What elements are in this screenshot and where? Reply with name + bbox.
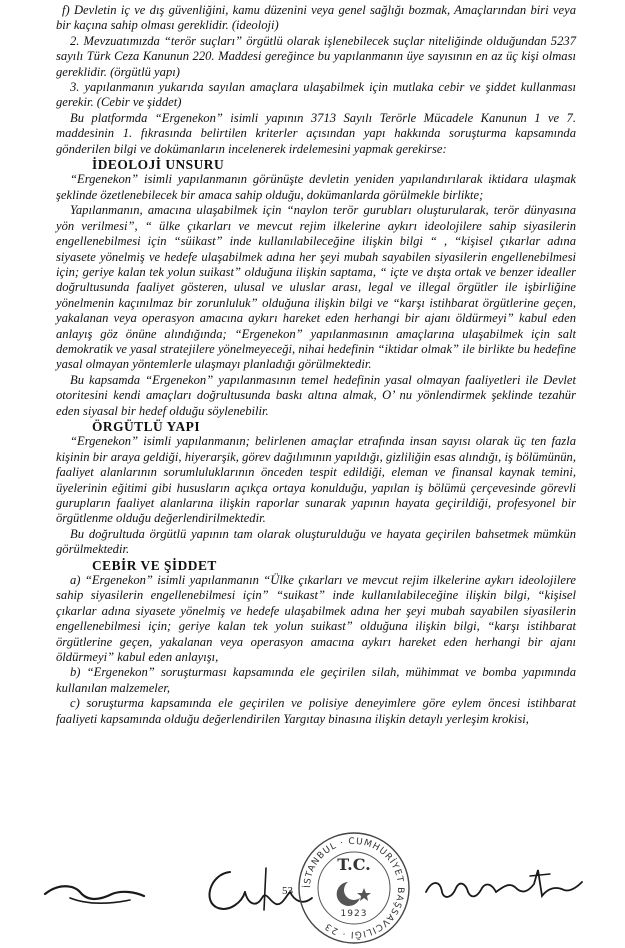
page-number: 53: [282, 885, 293, 897]
document-body: [56, 3, 576, 727]
crescent-star-icon: [337, 882, 360, 906]
paragraph-3: 3. yapılanmanın yukarıda sayılan amaçlara ulaşabilmek için mutlaka cebir ve şiddet kullanması gerekir. (Cebir ve şiddet): [56, 80, 576, 110]
paragraph-ideoloji-2: Yapılanmanın, amacına ulaşabilmek için “naylon terör gurubları oluşturularak, terör dünyasına yön verilmesi”, “ ülke çıkarları ve mevcut rejim ilkelerine aykırı ideolojilere sahip siyasilerin engellenebilmesi için “süikast” inde kullanılabileceğine ilişkin bilgi “ , “kişisel çıkarlar adına siyasete yönelmiş ve hedefe ulaşabilmek adına her şeyi mubah sayabilen siyasilerin engellenebilmesi için; geriye kalan tek yolun suikast” olduğuna ilişkin saptama, “ içte ve dışta ortak ve benzer idealler doğrultusunda faaliyet gösteren, ulusal ve uluslar arası, legal ve illegal örgütler ile işbirliğine yönelmenin kaçınılmaz bir zorunluluk” olduğuna ilişkin bilgi ve “karşı istihbarat örgütlerine geçen, yakalanan veya operasyon amacına aykırı hareket eden herhangi bir ajanı öldürmeyi” kabul eden anlayış göz önüne alındığında; “Ergenekon” yapılanmasının amaçlarına ulaşabilmek için salt demokratik ve yasal stratejilere yönelmeyeceği, nihai hedefinin “iktidar olmak” ile birlikte bu hedefine yasal olmayan yöntemlerle ulaşmayı planladığı görülmektedir.: [56, 203, 576, 372]
heading-orgutlu: ÖRGÜTLÜ YAPI: [92, 418, 201, 434]
seal-year-text: 1923: [340, 909, 368, 919]
signature-right: [418, 862, 593, 912]
signature-left: [40, 872, 150, 912]
paragraph-cebir-a: a) “Ergenekon” isimli yapılanmanın “Ülke çıkarları ve mevcut rejim ilkelerine aykırı ideolojilere sahip siyasilerin engellenebilmesi için” “suikast” inde kullanılabileceğine ilişkin bilgi, “kişisel çıkarlar adına siyasete yönelmiş ve hedefe ulaşabilmek adına her şeyi mubah sayabilen siyasilerin engellenebilmesi için; geriye kalan tek yolun suikast” olduğuna ilişkin bilgi, “karşı istihbarat örgütlerine geçen, yakalanan veya operasyon amacına aykırı hareket eden herhangi bir ajanı öldürmeyi” kabul eden anlayışı,: [56, 573, 576, 665]
seal-center-text: T.C.: [337, 855, 371, 874]
paragraph-ideoloji-3: Bu kapsamda “Ergenekon” yapılanmasının temel hedefinin yasal olmayan faaliyetleri ile Devlet otoritesini kendi amaçları doğrultusunda baskı altına almak, O’ nu yönlendirmek şeklinde tezahür eden siyasal bir hedef olduğu söylenebilir.: [56, 372, 576, 418]
paragraph-intro: Bu platformda “Ergenekon” isimli yapının 3713 Sayılı Terörle Mücadele Kanunun 1 ve 7. maddesinin 1. fıkrasında belirtilen kriterler açısından yapı hakkında soruşturma kapsamında gönderilen bilgi ve dokümanların incelenerek irdelemesini yapmak gerekirse:: [56, 110, 576, 156]
paragraph-cebir-c: c) soruşturma kapsamında ele geçirilen ve polisiye deneyimlere göre eylem öncesi istihbarat faaliyeti kapsamında olduğu değerlendirilen Yargıtay binasına ilişkin detaylı yerleşim krokisi,: [56, 696, 576, 726]
paragraph-f: f) Devletin iç ve dış güvenliğini, kamu düzenini veya genel sağlığı bozmak, Amaçlarından biri veya bir kaçına sahip olması gereklidir. (ideoloji): [56, 3, 576, 33]
paragraph-orgutlu-2: Bu doğrultuda örgütlü yapının tam olarak oluşturulduğu ve hayata geçirilen bahsetmek mümkün görülmektedir.: [56, 526, 576, 557]
heading-cebir: CEBİR VE ŞİDDET: [92, 557, 217, 573]
official-seal: [296, 830, 412, 946]
seal-ring-text: İSTANBUL · CUMHURİYET BAŞSAVCILIĞI · 23: [302, 836, 406, 940]
paragraph-ideoloji-1: “Ergenekon” isimli yapılanmanın görünüşte devletin yeniden yapılandırılarak iktidara ulaşmak şeklinde özetlenebilecek bir amaca sahip olduğu, dokümanlarda görülmekle birlikte;: [56, 172, 576, 202]
paragraph-2: 2. Mevzuatımızda “terör suçları” örgütlü olarak işlenebilecek suçlar niteliğinde olduğundan 5237 sayılı Türk Ceza Kanunun 220. Maddesi gereğince bu yapılanmanın üye sayısının en az üç kişi olması gereklidir. (örgütlü yapı): [56, 33, 576, 79]
heading-ideoloji: İDEOLOJİ UNSURU: [92, 157, 225, 173]
paragraph-orgutlu-1: “Ergenekon” isimli yapılanmanın; belirlenen amaçlar etrafında insan sayısı olarak üç ten fazla kişinin bir araya geldiği, hiyerarşik, görev dağılımının yapıldığı, gizliliğin esas alındığı, iş bölümünün, faaliyet alanlarının sorumluluklarının önceden tespit edildiği, eleman ve finansal kaynak temini, üyelerinin eğitimi gibi hususların açıkça ortaya konulduğu, yapılan iş bölümü çerçevesinde görevli gurupların faaliyet alanlarına ilişkin raporlar sunarak yapının hayata geçirildiği, profesyonel bir örgütlenme olduğu değerlendirilmektedir.: [56, 434, 576, 526]
paragraph-cebir-b: b) “Ergenekon” soruşturması kapsamında ele geçirilen silah, mühimmat ve bomba yapımında kullanılan malzemeler,: [56, 665, 576, 695]
